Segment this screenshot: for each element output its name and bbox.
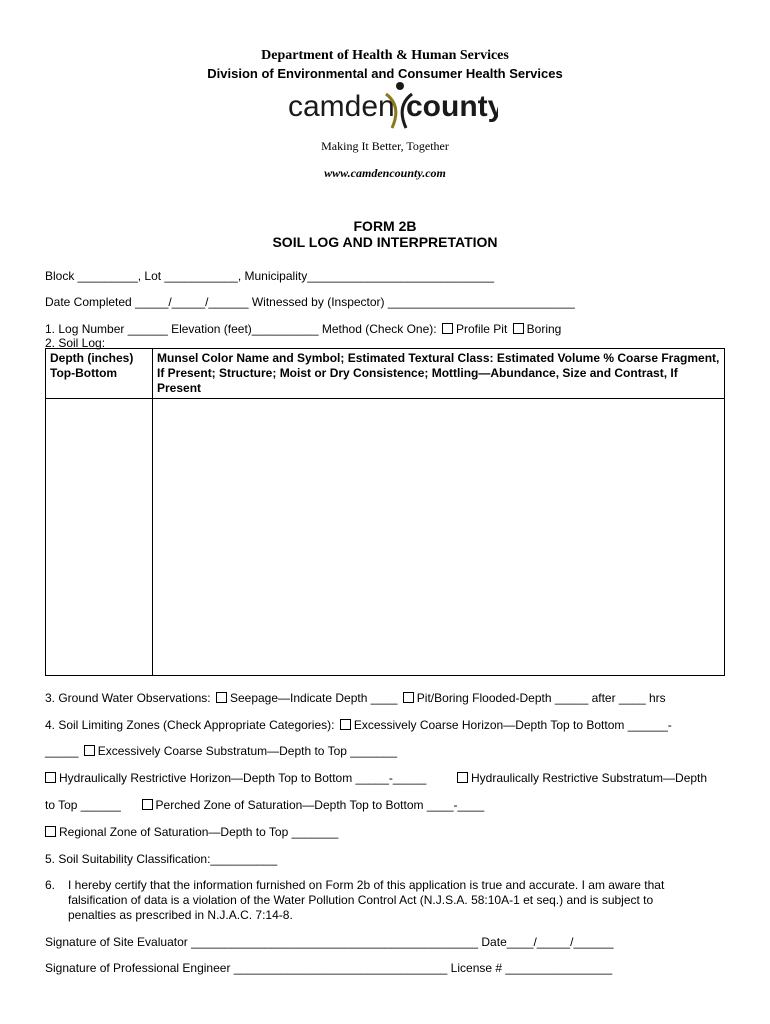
- form-number: FORM 2B: [353, 218, 417, 234]
- restrictive-horizon-checkbox[interactable]: [45, 772, 56, 783]
- coarse-substratum-checkbox[interactable]: [84, 745, 95, 756]
- soil-log-table: [45, 348, 725, 676]
- certification-text-1: I hereby certify that the information furnished on Form 2b of this application is true and accurate. I am aware that: [68, 878, 665, 892]
- website-link[interactable]: www.camdencounty.com: [324, 166, 446, 180]
- log-number-field[interactable]: 1. Log Number ______ Elevation (feet)__________ Method (Check One):: [45, 322, 437, 336]
- log-number-row: [45, 322, 561, 336]
- pit-boring-flooded-field[interactable]: Pit/Boring Flooded-Depth _____ after ____ hrs: [416, 691, 666, 705]
- block-lot-municipality-field[interactable]: Block _________, Lot ___________, Municipality____________________________: [45, 269, 495, 283]
- profile-pit-label: Profile Pit: [455, 322, 508, 336]
- certification-text-3: penalties as prescribed in N.J.A.C. 7:14-8.: [68, 908, 293, 922]
- certification-number: 6.: [45, 878, 56, 892]
- restrictive-horizon-field[interactable]: Hydraulically Restrictive Horizon—Depth Top to Bottom _____-_____: [59, 771, 427, 785]
- regional-zone-field[interactable]: Regional Zone of Saturation—Depth to Top _______: [59, 825, 339, 839]
- perched-zone-row: to Top ______ Perched Zone of Saturation—Depth Top to Bottom ____-____: [45, 798, 485, 812]
- boring-checkbox[interactable]: [513, 323, 524, 334]
- perched-zone-checkbox[interactable]: [142, 799, 153, 810]
- restrictive-substratum-label: Hydraulically Restrictive Substratum—Depth: [470, 771, 708, 785]
- soil-limiting-zones-row: 4. Soil Limiting Zones (Check Appropriate Categories): Excessively Coarse Horizon—Depth Top to Bottom ______-: [45, 718, 672, 732]
- soil-log-label: 2. Soil Log:: [45, 336, 106, 350]
- boring-label: Boring: [526, 322, 562, 336]
- regional-zone-checkbox[interactable]: [45, 826, 56, 837]
- pit-boring-flooded-checkbox[interactable]: [403, 692, 414, 703]
- coarse-horizon-field[interactable]: Excessively Coarse Horizon—Depth Top to Bottom ______-: [353, 718, 672, 732]
- date-witness-field[interactable]: Date Completed _____/_____/______ Witnessed by (Inspector) ____________________________: [45, 295, 575, 309]
- profile-pit-checkbox[interactable]: [442, 323, 453, 334]
- engineer-signature-field[interactable]: Signature of Professional Engineer ________________________________ License # ________________: [45, 961, 613, 975]
- depth-column-header: Depth (inches) Top-Bottom: [46, 349, 153, 399]
- certification-text-2: falsification of data is a violation of the Water Pollution Control Act (N.J.S.A. 58:10A-1 et seq.) and is subject to: [68, 893, 654, 907]
- depth-entry-cell[interactable]: [46, 399, 153, 676]
- perched-zone-field[interactable]: Perched Zone of Saturation—Depth Top to Bottom ____-____: [155, 798, 485, 812]
- seepage-checkbox[interactable]: [216, 692, 227, 703]
- tagline: Making It Better, Together: [321, 139, 449, 153]
- restrictive-substratum-checkbox[interactable]: [457, 772, 468, 783]
- camden-county-logo: [288, 80, 498, 132]
- seepage-field[interactable]: Seepage—Indicate Depth ____: [229, 691, 398, 705]
- suitability-classification-field[interactable]: 5. Soil Suitability Classification:__________: [45, 852, 278, 866]
- ground-water-row: 3. Ground Water Observations: Seepage—Indicate Depth ____ Pit/Boring Flooded-Depth _____ after ____ hrs: [45, 691, 666, 705]
- form-title: SOIL LOG AND INTERPRETATION: [272, 234, 498, 250]
- description-entry-cell[interactable]: [153, 399, 725, 676]
- regional-zone-row: [45, 825, 338, 839]
- svg-text:county: county: [406, 90, 498, 123]
- department-title: Department of Health & Human Services: [261, 48, 509, 63]
- site-evaluator-signature-field[interactable]: Signature of Site Evaluator ___________________________________________ Date____/_____/______: [45, 935, 614, 949]
- restrictive-row: [45, 771, 707, 785]
- coarse-horizon-checkbox[interactable]: [340, 719, 351, 730]
- description-column-header: Munsel Color Name and Symbol; Estimated Textural Class: Estimated Volume % Coarse Fragment, If Present; Structure; Moist or Dry Consistence; Mottling—Abundance, Size and Contrast, If Present: [153, 349, 725, 399]
- division-title: Division of Environmental and Consumer Health Services: [207, 66, 563, 81]
- coarse-substratum-field[interactable]: Excessively Coarse Substratum—Depth to Top _______: [97, 744, 397, 758]
- coarse-substratum-row: _____ Excessively Coarse Substratum—Depth to Top _______: [45, 744, 397, 758]
- svg-text:camden: camden: [288, 90, 395, 123]
